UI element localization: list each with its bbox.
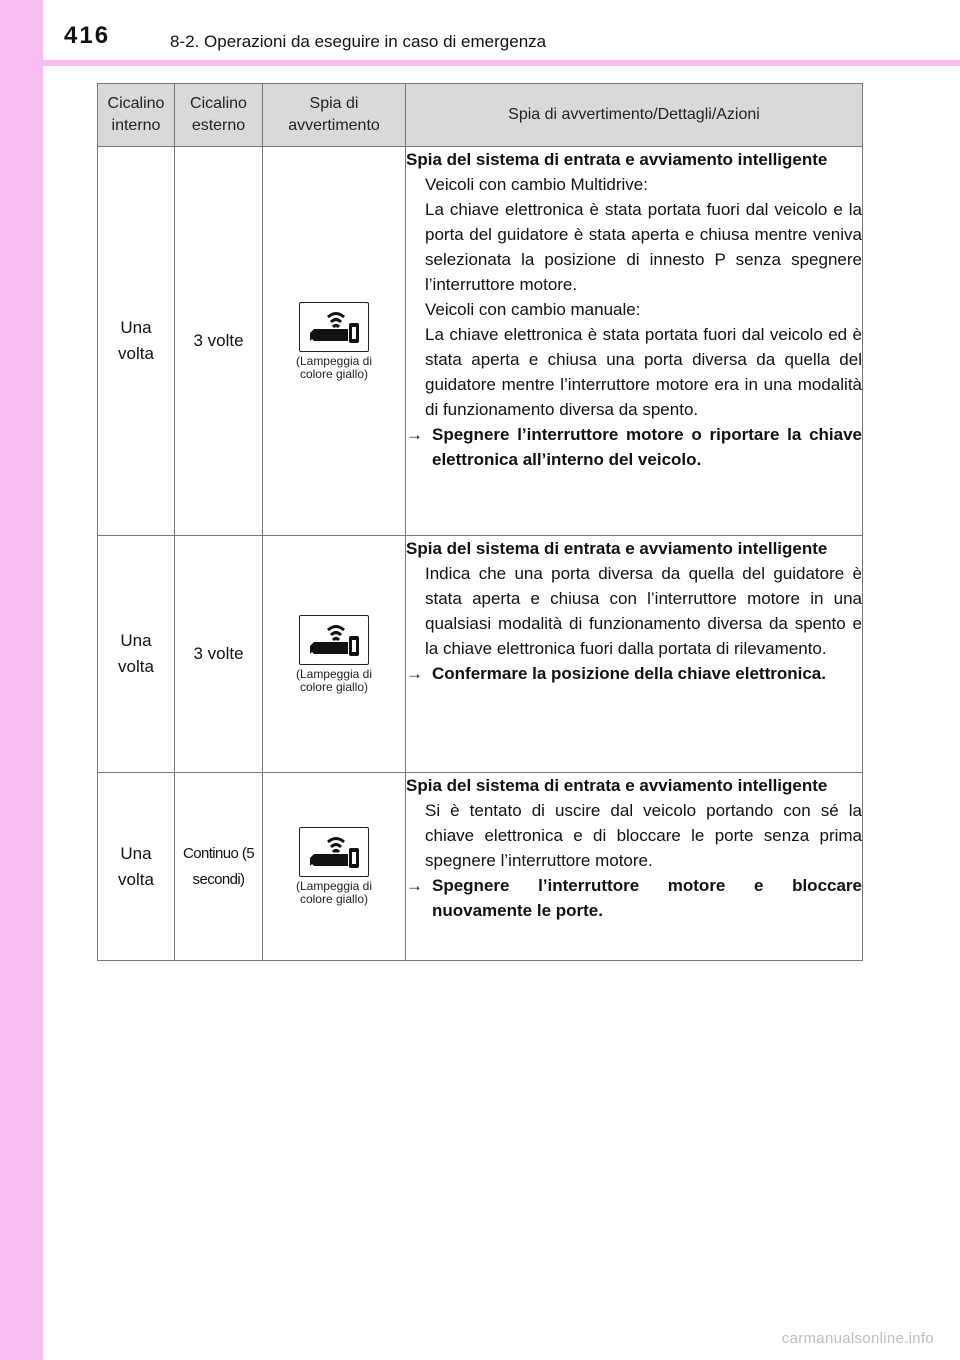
- external-buzzer-value: Continuo (5 secondi): [183, 844, 254, 888]
- action-text: Confermare la posizione della chiave elettronica.: [432, 664, 826, 683]
- external-buzzer-cell: 3 volte: [175, 147, 263, 536]
- col-header-internal-buzzer: Cicalino interno: [98, 84, 175, 147]
- details-line: Veicoli con cambio Multidrive:: [425, 175, 648, 194]
- warning-table: [97, 83, 863, 961]
- smart-key-warning-icon: [299, 827, 369, 877]
- table-row: [98, 773, 863, 961]
- internal-buzzer-value: Una volta: [118, 843, 154, 889]
- details-cell: [406, 147, 863, 536]
- warning-light-caption: (Lampeggia di colore giallo): [295, 353, 373, 381]
- internal-buzzer-value: Una volta: [118, 631, 154, 676]
- col-header-external-buzzer: Cicalino esterno: [175, 84, 263, 147]
- warning-light-caption: (Lampeggia di colore giallo): [295, 666, 373, 694]
- internal-buzzer-cell: [98, 536, 175, 773]
- internal-buzzer-cell: [98, 147, 175, 536]
- action-instruction: [406, 661, 862, 686]
- details-title: Spia del sistema di entrata e avviamento intelligente: [406, 150, 828, 169]
- page-number: 416: [64, 22, 111, 49]
- details-line: La chiave elettronica è stata portata fuori dal veicolo ed è stata aperta e chiusa una porta diversa da quella del guidatore mentre l’interruttore motore era in una modalità di funzionamento diversa da spento.: [425, 325, 862, 419]
- col-header-warning-light: Spia di avvertimento: [263, 84, 406, 147]
- side-color-strip: [0, 0, 43, 1360]
- warning-light-cell: [263, 536, 406, 773]
- external-buzzer-cell: 3 volte: [175, 536, 263, 773]
- table-row: [98, 536, 863, 773]
- details-cell: [406, 773, 863, 961]
- details-line: Indica che una porta diversa da quella del guidatore è stata aperta e chiusa con l’interruttore motore in una qualsiasi modalità di funzionamento diversa da spento e la chiave elettronica fuori dalla portata di rilevamento.: [425, 564, 862, 658]
- action-instruction: [406, 422, 862, 472]
- right-arrow-icon: →: [406, 425, 423, 444]
- details-title: Spia del sistema di entrata e avviamento intelligente: [406, 539, 828, 558]
- external-buzzer-cell: [175, 773, 263, 961]
- table-row: [98, 147, 863, 536]
- smart-key-warning-icon: [299, 615, 369, 665]
- details-line: Si è tentato di uscire dal veicolo portando con sé la chiave elettronica e di bloccare le porte senza prima spegnere l’interruttore motore.: [425, 801, 862, 870]
- warning-light-cell: [263, 147, 406, 536]
- right-arrow-icon: →: [406, 664, 423, 683]
- action-text: Spegnere l’interruttore motore e bloccare nuovamente le porte.: [432, 876, 862, 920]
- warning-light-cell: [263, 773, 406, 961]
- action-instruction: [406, 873, 862, 923]
- details-title: Spia del sistema di entrata e avviamento intelligente: [406, 776, 828, 795]
- smart-key-warning-icon: [299, 302, 369, 352]
- details-cell: [406, 536, 863, 773]
- details-line: Veicoli con cambio manuale:: [425, 300, 641, 319]
- table-header-row: [98, 84, 863, 147]
- action-text: Spegnere l’interruttore motore o riportare la chiave elettronica all’interno del veicolo.: [432, 425, 862, 469]
- header-divider: [0, 60, 960, 66]
- watermark: carmanualsonline.info: [781, 1330, 934, 1347]
- right-arrow-icon: →: [406, 876, 423, 895]
- internal-buzzer-value: Una volta: [118, 318, 154, 363]
- warning-light-caption: (Lampeggia di colore giallo): [295, 879, 373, 906]
- internal-buzzer-cell: [98, 773, 175, 961]
- details-line: La chiave elettronica è stata portata fuori dal veicolo e la porta del guidatore è stata aperta e chiusa mentre veniva selezionata la posizione di innesto P senza spegnere l’interruttore motore.: [425, 200, 862, 294]
- section-title: 8-2. Operazioni da eseguire in caso di emergenza: [170, 32, 547, 51]
- col-header-details: Spia di avvertimento/Dettagli/Azioni: [406, 84, 863, 147]
